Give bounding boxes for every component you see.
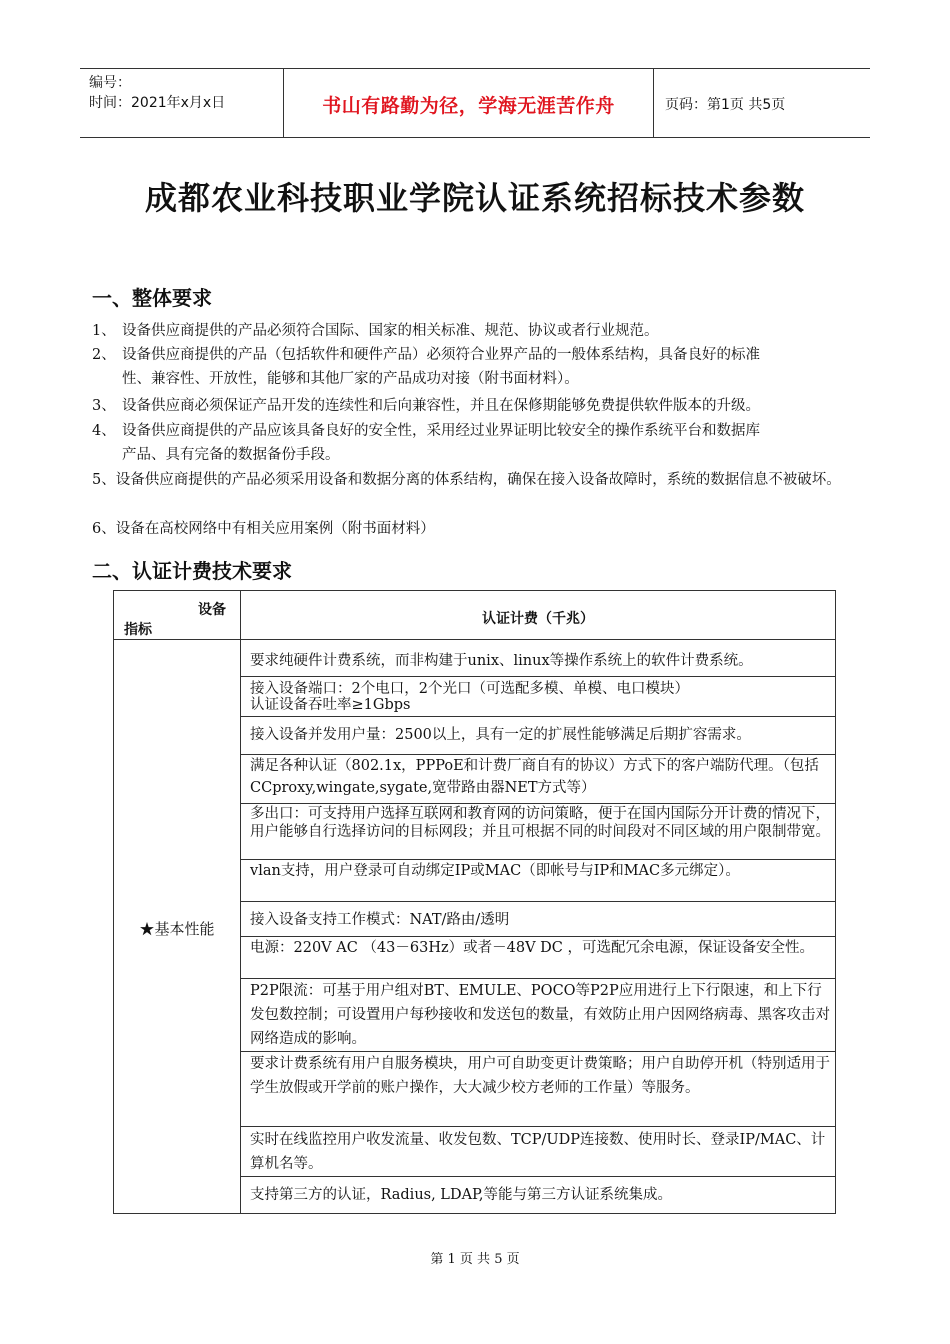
item-number: 4、: [92, 423, 116, 439]
table-row-divider: [240, 716, 835, 717]
document-title: 成都农业科技职业学院认证系统招标技术参数: [144, 179, 805, 217]
table-cell: P2P限流：可基于用户组对BT、EMULE、POCO等P2P应用进行上下行限速，和上下行发包数控制；可设置用户每秒接收和发送包的数量，有效防止用户因网络病毒、黑客攻击对网络造成的影响。: [250, 983, 830, 1047]
column-header: 认证计费（千兆）: [482, 611, 594, 627]
corner-label-device: 设备: [198, 602, 226, 618]
table-row-divider: [240, 901, 835, 902]
table-cell: 电源：220V AC （43－63Hz）或者－48V DC ，可选配冗余电源，保证设备安全性。: [250, 940, 814, 956]
requirement-item: [92, 343, 858, 391]
table-column-divider: [240, 591, 241, 1213]
requirement-item: 6、设备在高校网络中有相关应用案例（附书面材料）: [92, 521, 435, 537]
table-cell: 接入设备支持工作模式：NAT/路由/透明: [250, 912, 510, 928]
table-cell: vlan支持，用户登录可自动绑定IP或MAC（即帐号与IP和MAC多元绑定）。: [250, 863, 740, 879]
header-page-info: 页码：第1页 共5页: [665, 97, 786, 113]
table-cell: 支持第三方的认证，Radius, LDAP,等能与第三方认证系统集成。: [250, 1187, 672, 1203]
section-heading-overall: 一、整体要求: [92, 286, 212, 310]
item-text-continued: 性、兼容性、开放性，能够和其他厂家的产品成功对接（附书面材料）。: [122, 371, 579, 387]
table-cell: 多出口：可支持用户选择互联网和教育网的访问策略，便于在国内国际分开计费的情况下，用户能够自行选择访问的目标网段；并且可根据不同的时间段对不同区域的用户限制带宽。: [250, 806, 830, 840]
table-cell: 实时在线监控用户收发流量、收发包数、TCP/UDP连接数、使用时长、登录IP/MAC、计算机名等。: [250, 1132, 826, 1172]
corner-label-metric: 指标: [124, 622, 152, 638]
document-date: 时间：2021年x月x日: [89, 95, 226, 111]
table-row-divider: [240, 859, 835, 860]
table-cell: 接入设备端口：2个电口，2个光口（可选配多模、单模、电口模块） 认证设备吞吐率≥1Gbps: [250, 681, 689, 713]
item-number: 1、: [92, 323, 116, 339]
table-cell: 要求纯硬件计费系统，而非构建于unix、linux等操作系统上的软件计费系统。: [250, 653, 753, 669]
item-text: 设备供应商提供的产品应该具备良好的安全性，采用经过业界证明比较安全的操作系统平台和数据库: [122, 423, 760, 439]
table-cell: 满足各种认证（802.1x，PPPoE和计费厂商自有的协议）方式下的客户端防代理。（包括CCproxy,wingate,sygate,宽带路由器NET方式等）: [250, 758, 819, 796]
requirement-item: [92, 394, 858, 418]
row-label-basic-performance: ★基本性能: [139, 920, 215, 938]
table-row-divider: [114, 639, 835, 640]
header-motto: 书山有路勤为径，学海无涯苦作舟: [322, 95, 615, 117]
table-row-divider: [240, 1126, 835, 1127]
requirement-item: 5、设备供应商提供的产品必须采用设备和数据分离的体系结构，确保在接入设备故障时，系统的数据信息不被破坏。: [92, 472, 841, 488]
requirement-item: [92, 419, 858, 467]
table-row-divider: [240, 936, 835, 937]
item-text: 设备供应商必须保证产品开发的连续性和后向兼容性，并且在保修期能够免费提供软件版本的升级。: [122, 398, 760, 414]
requirement-item: [92, 319, 858, 343]
item-number: 3、: [92, 398, 116, 414]
document-number-label: 编号：: [89, 75, 131, 91]
item-number: 2、: [92, 347, 116, 363]
table-row-divider: [240, 676, 835, 677]
header-divider: [653, 69, 654, 137]
table-row-divider: [240, 1176, 835, 1177]
item-text-continued: 产品、具有完备的数据备份手段。: [122, 447, 340, 463]
table-cell: 要求计费系统有用户自服务模块，用户可自助变更计费策略；用户自助停开机（特别适用于学生放假或开学前的账户操作，大大减少校方老师的工作量）等服务。: [250, 1056, 830, 1096]
section-heading-billing: 二、认证计费技术要求: [92, 559, 292, 583]
page-header: [80, 68, 870, 138]
item-text: 设备供应商提供的产品必须符合国际、国家的相关标准、规范、协议或者行业规范。: [122, 323, 659, 339]
billing-requirements-table: [113, 590, 836, 1214]
table-cell: 接入设备并发用户量：2500以上，具有一定的扩展性能够满足后期扩容需求。: [250, 727, 751, 743]
table-row-divider: [240, 803, 835, 804]
page-footer: 第 1 页 共 5 页: [430, 1252, 520, 1267]
header-meta: [89, 73, 279, 113]
item-text: 设备供应商提供的产品（包括软件和硬件产品）必须符合业界产品的一般体系结构，具备良好的标准: [122, 347, 760, 363]
